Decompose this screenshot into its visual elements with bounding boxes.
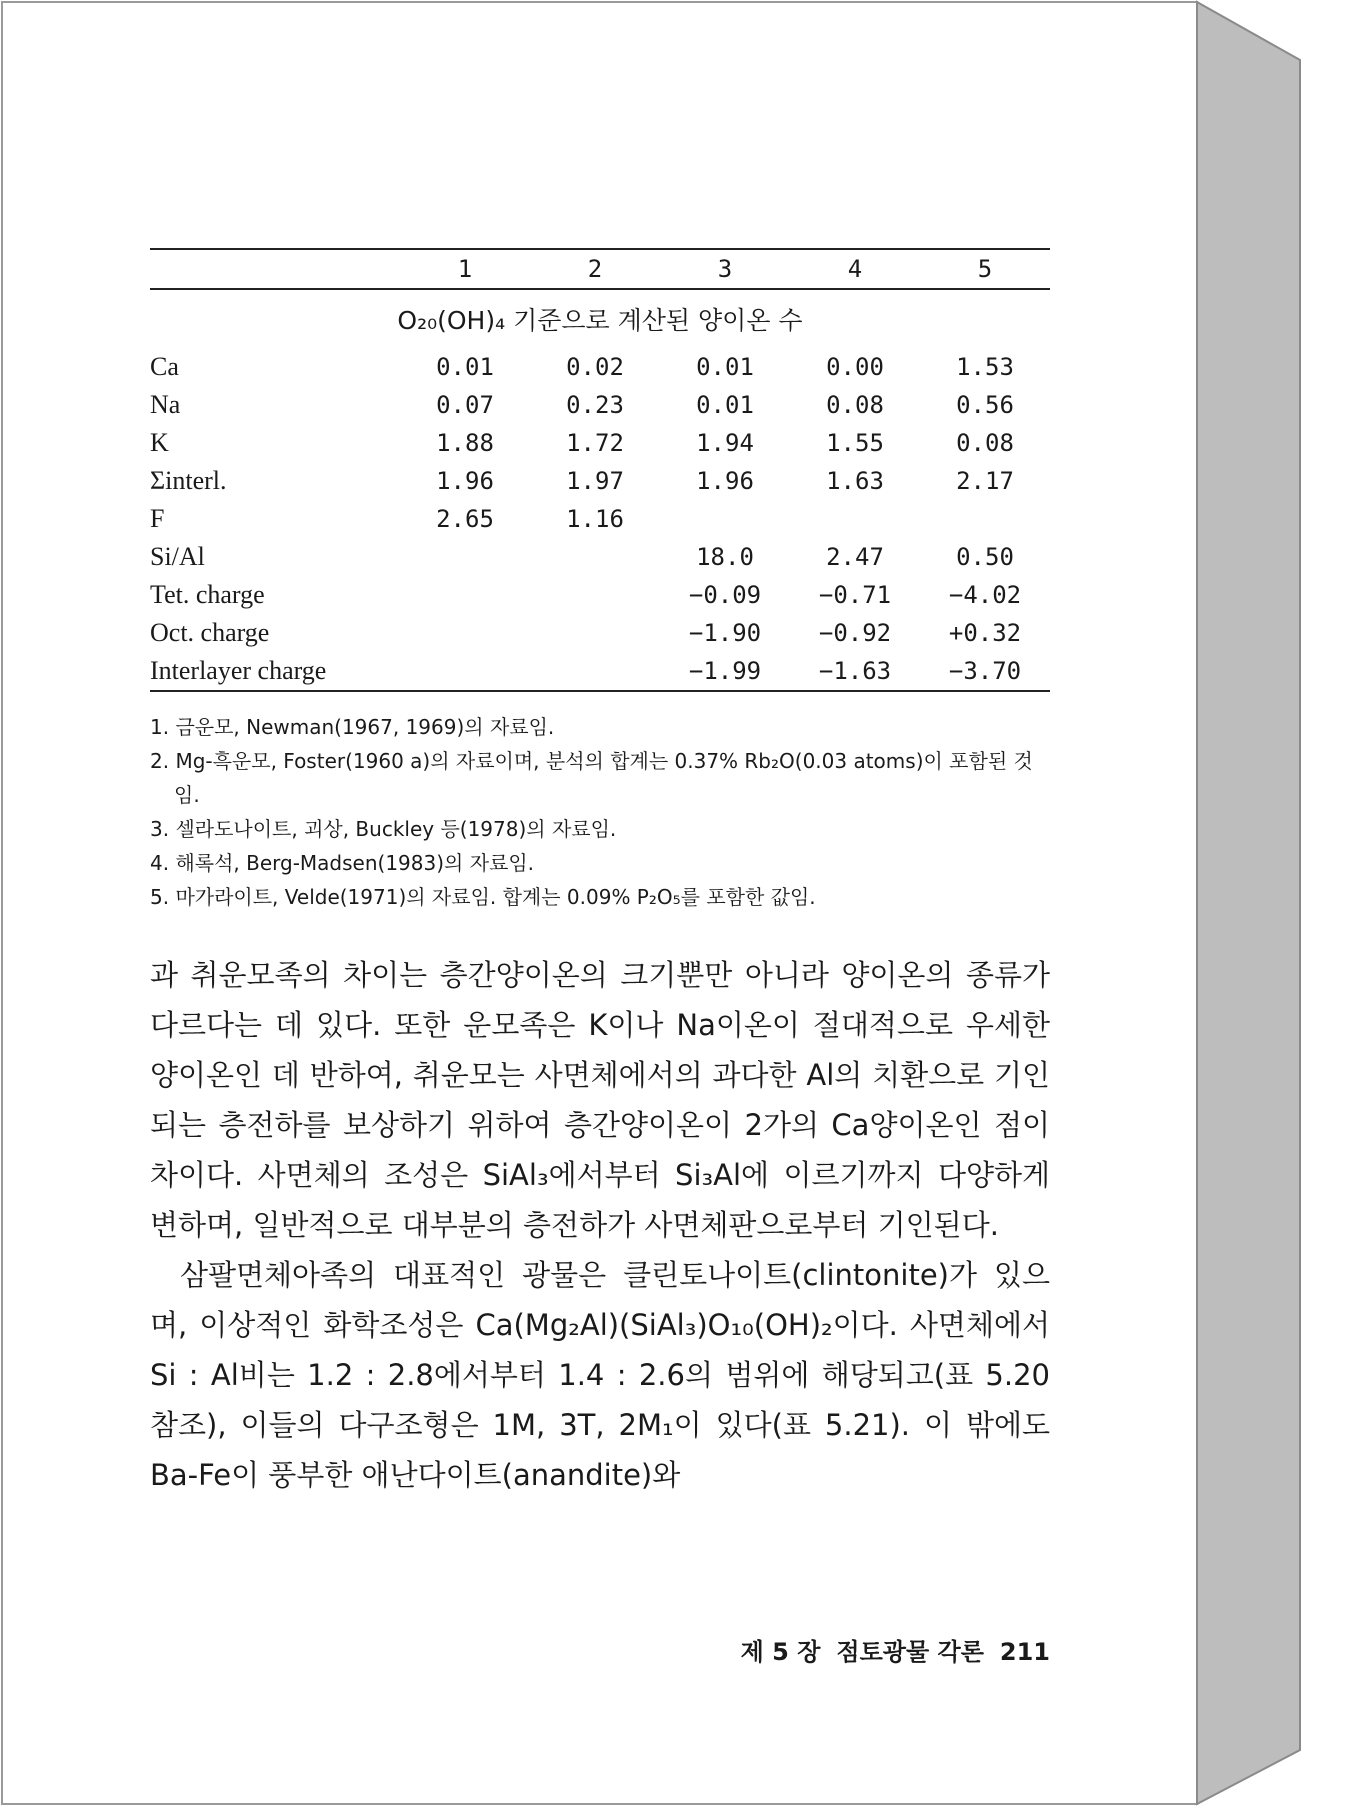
table-row (150, 348, 1050, 386)
row-label: Tet. charge (150, 580, 265, 609)
cell: 1.55 (826, 429, 884, 457)
table-row (150, 462, 1050, 500)
cell: −0.09 (688, 581, 762, 609)
cell (400, 576, 530, 614)
table-note: 2. Mg-흑운모, Foster(1960 a)의 자료이며, 분석의 합계는 0.37% Rb₂O(0.03 atoms)이 포함된 것임. (150, 749, 1033, 807)
cell (530, 538, 660, 576)
table-note: 1. 금운모, Newman(1967, 1969)의 자료임. (150, 715, 555, 739)
cell: −1.99 (660, 652, 790, 691)
chapter-number: 제 5 장 (740, 1638, 821, 1666)
cell: 0.02 (566, 353, 624, 381)
cell (530, 614, 660, 652)
cell: 1.96 (436, 467, 494, 495)
cell: 18.0 (696, 543, 754, 571)
cell: 1.53 (956, 353, 1014, 381)
cell: 0.01 (696, 391, 754, 419)
cell (920, 500, 1050, 538)
table-note: 3. 셀라도나이트, 괴상, Buckley 등(1978)의 자료임. (150, 817, 617, 841)
cell: 1.97 (566, 467, 624, 495)
cell: +0.32 (948, 619, 1022, 647)
paragraph: 과 취운모족의 차이는 층간양이온의 크기뿐만 아니라 양이온의 종류가 다르다는 데 있다. 또한 운모족은 K이나 Na이온이 절대적으로 우세한 양이온인 데 반하여, 취운모는 사면체에서의 과다한 Al의 치환으로 기인되는 층전하를 보상하기 위하여 층간양이온이 2가의 Ca양이온인 점이 차이다. 사면체의 조성은 SiAl₃에서부터 Si₃Al에 이르기까지 다양하게 변하며, 일반적으로 대부분의 층전하가 사면체판으로부터 기인된다. (150, 958, 1050, 1242)
table-row (150, 500, 1050, 538)
table-header-row (150, 249, 1050, 289)
cell: 0.00 (826, 353, 884, 381)
row-label: Σinterl. (150, 466, 227, 495)
col-header-4: 4 (847, 255, 863, 283)
cell: 2.17 (956, 467, 1014, 495)
cell: 0.08 (826, 391, 884, 419)
table-row (150, 424, 1050, 462)
cell: 0.50 (956, 543, 1014, 571)
table-row (150, 652, 1050, 691)
page-content (150, 248, 1050, 1500)
table-subheader: O₂₀(OH)₄ 기준으로 계산된 양이온 수 (397, 306, 803, 335)
cell: −0.71 (818, 581, 892, 609)
cell: −1.90 (688, 619, 762, 647)
col-header-1: 1 (457, 255, 473, 283)
row-label: Interlayer charge (150, 652, 400, 691)
cell: −0.92 (818, 619, 892, 647)
cell (400, 614, 530, 652)
row-label: Si/Al (150, 542, 205, 571)
cell: 2.47 (826, 543, 884, 571)
cell: 1.88 (436, 429, 494, 457)
table-note: 4. 해록석, Berg-Madsen(1983)의 자료임. (150, 851, 535, 875)
col-header-2: 2 (587, 255, 603, 283)
row-label: Oct. charge (150, 618, 270, 647)
cell (790, 500, 920, 538)
cell: 0.07 (436, 391, 494, 419)
cell: 1.16 (566, 505, 624, 533)
cell: 1.63 (826, 467, 884, 495)
data-table (150, 248, 1050, 692)
col-header-3: 3 (717, 255, 733, 283)
cell: −3.70 (920, 652, 1050, 691)
body-text (150, 950, 1050, 1500)
cell: 0.01 (696, 353, 754, 381)
cell: 2.65 (436, 505, 494, 533)
cell: 0.08 (956, 429, 1014, 457)
page-number: 211 (999, 1638, 1050, 1666)
row-label: K (150, 428, 169, 457)
page-footer (150, 1632, 1050, 1667)
table-row (150, 576, 1050, 614)
cell: 0.56 (956, 391, 1014, 419)
cell: −4.02 (948, 581, 1022, 609)
row-label: F (150, 504, 165, 533)
cell (400, 538, 530, 576)
cell: 1.96 (696, 467, 754, 495)
table-row (150, 614, 1050, 652)
cell: 1.94 (696, 429, 754, 457)
cell (530, 652, 660, 691)
cell (400, 652, 530, 691)
cell: 0.23 (566, 391, 624, 419)
table-note: 5. 마가라이트, Velde(1971)의 자료임. 합계는 0.09% P₂O₅를 포함한 값임. (150, 885, 816, 909)
paragraph: 삼팔면체아족의 대표적인 광물은 클린토나이트(clintonite)가 있으며, 이상적인 화학조성은 Ca(Mg₂Al)(SiAl₃)O₁₀(OH)₂이다. 사면체에서 Si : Al비는 1.2 : 2.8에서부터 1.4 : 2.6의 범위에 해당되고(표 5.20 참조), 이들의 다구조형은 1M, 3T, 2M₁이 있다(표 5.21). 이 밖에도 Ba-Fe이 풍부한 애난다이트(anandite)와 (150, 1258, 1050, 1492)
cell: 1.72 (566, 429, 624, 457)
col-header-blank (150, 249, 400, 289)
cell (530, 576, 660, 614)
cell: −1.63 (790, 652, 920, 691)
table-row (150, 538, 1050, 576)
table-notes (150, 710, 1050, 914)
table-subheader-row (150, 289, 1050, 348)
row-label: Ca (150, 352, 179, 381)
cell (660, 500, 790, 538)
chapter-title: 점토광물 각론 (836, 1638, 984, 1666)
cell: 0.01 (436, 353, 494, 381)
table-row (150, 386, 1050, 424)
col-header-5: 5 (977, 255, 993, 283)
row-label: Na (150, 390, 181, 419)
